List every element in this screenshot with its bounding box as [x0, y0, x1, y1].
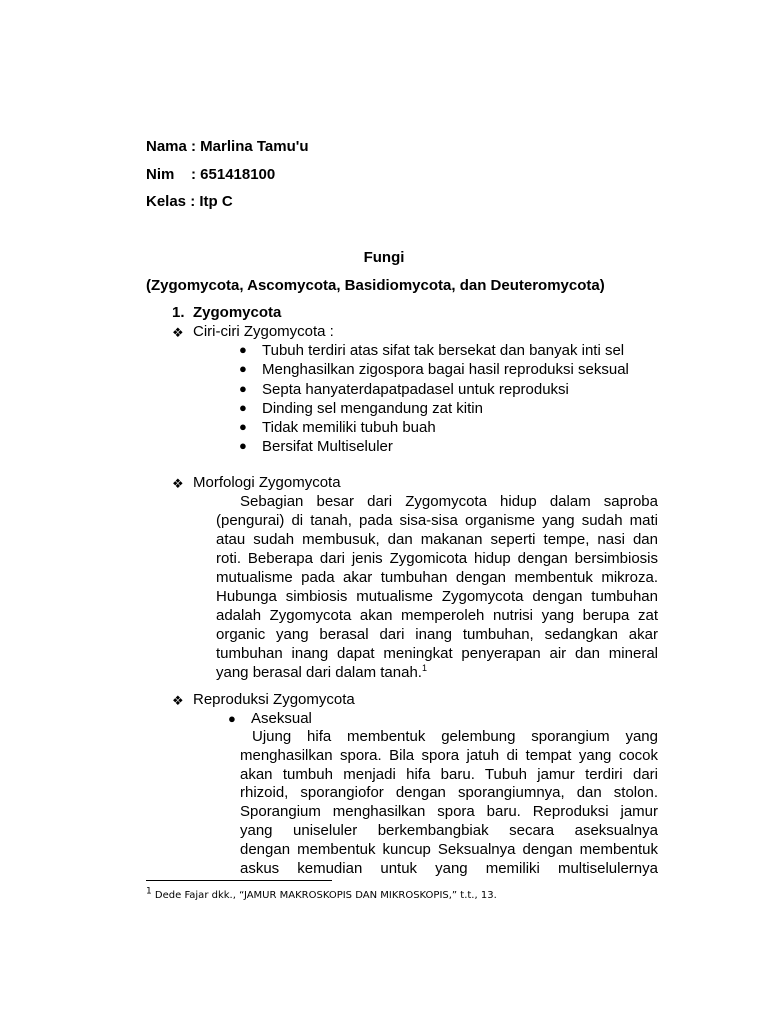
paragraph-last-line	[216, 663, 658, 682]
paragraph-line: roti. Beberapa dari jenis Zygomicota hidup dengan bersimbiosis	[216, 550, 658, 567]
paragraph-line: askus kemudian untuk yang memiliki multiselulernya	[240, 859, 658, 877]
paragraph-line: menghasilkan spora. Bila spora jatuh di tempat yang cocok	[240, 746, 658, 764]
page-subtitle: (Zygomycota, Ascomycota, Basidiomycota, dan Deuteromycota)	[146, 277, 605, 294]
list-item-text: Menghasilkan zigospora bagai hasil reproduksi seksual	[262, 361, 629, 379]
list-item-text: Septa hanyaterdapatpadasel untuk reproduksi	[262, 380, 569, 398]
footnote-reference[interactable]: 1	[421, 663, 427, 673]
bullet-icon: ●	[228, 711, 236, 726]
list-item-text: Dinding sel mengandung zat kitin	[262, 399, 483, 417]
morfologi-heading: Morfologi Zygomycota	[193, 474, 341, 491]
section-number: 1.	[172, 304, 185, 321]
footnote-text: Dede Fajar dkk., “JAMUR MAKROSKOPIS DAN MIKROSKOPIS,” t.t., 13.	[151, 890, 497, 901]
bullet-icon: ●	[239, 342, 247, 357]
paragraph-line: akan tumbuh menjadi hifa baru. Tubuh jamur terdiri dari	[240, 765, 658, 783]
paragraph-line: (pengurai) di tanah, pada sisa-sisa organisme yang sudah mati	[216, 512, 658, 529]
bullet-icon: ●	[239, 419, 247, 435]
bullet-icon: ●	[239, 399, 247, 415]
ciri-heading: Ciri-ciri Zygomycota :	[193, 323, 334, 340]
student-class: Kelas : Itp C	[146, 193, 233, 210]
list-item-text: Tubuh terdiri atas sifat tak bersekat dan banyak inti sel	[262, 342, 625, 359]
footnote-number: 1	[146, 886, 152, 897]
list-item-text: Bersifat Multiseluler	[262, 438, 393, 456]
paragraph-line: Hubunga simbiosis mutualisme Zygomycota dengan tumbuhan	[216, 588, 658, 605]
student-nim-value: : 651418100	[191, 166, 276, 183]
bullet-icon: ●	[239, 361, 247, 377]
paragraph-line: dengan membentuk kuncup Seksualnya dengan membentuk	[240, 840, 658, 858]
bullet-icon: ●	[239, 438, 247, 454]
paragraph-line: rhizoid, sporangiofor dengan sporangiumnya, dan stolon.	[240, 784, 658, 802]
footnote	[146, 886, 497, 901]
paragraph-line: Sporangium menghasilkan spora baru. Reproduksi jamur	[240, 803, 658, 821]
paragraph-line: Sebagian besar dari Zygomycota hidup dalam saproba	[240, 493, 658, 510]
aseksual-paragraph	[240, 728, 658, 878]
aseksual-label: Aseksual	[251, 710, 312, 727]
footnote-separator	[146, 880, 332, 881]
paragraph-line: adalah Zygomycota akan memperoleh nutrisi yang berupa zat	[216, 607, 658, 624]
paragraph-line: tumbuhan inang dapat meningkat penyerapan air dan mineral	[216, 645, 658, 662]
paragraph-line: mutualisme pada akar tumbuhan dengan membentuk mikroza.	[216, 569, 658, 586]
page-title: Fungi	[363, 249, 405, 266]
paragraph-line: yang berasal dari dalam tanah.	[216, 664, 422, 681]
paragraph-line: Ujung hifa membentuk gelembung sporangium yang	[252, 728, 658, 745]
student-nim-label: Nim	[146, 166, 175, 183]
morfologi-paragraph	[216, 492, 658, 682]
diamond-bullet-icon: ❖	[172, 693, 184, 708]
paragraph-line: atau sudah membusuk, dan makanan seperti tempe, nasi dan	[216, 531, 658, 548]
section-heading: Zygomycota	[193, 304, 282, 321]
reproduksi-heading: Reproduksi Zygomycota	[193, 691, 355, 708]
paragraph-line: organic yang berasal dari inang tumbuhan, sedangkan akar	[216, 626, 658, 643]
paragraph-line: yang uniseluler berkembangbiak secara aseksualnya	[240, 821, 658, 839]
diamond-bullet-icon: ❖	[172, 325, 184, 340]
list-item-text: Tidak memiliki tubuh buah	[262, 419, 436, 437]
diamond-bullet-icon: ❖	[172, 476, 184, 491]
bullet-icon: ●	[239, 380, 247, 396]
student-name: Nama : Marlina Tamu'u	[146, 138, 309, 155]
